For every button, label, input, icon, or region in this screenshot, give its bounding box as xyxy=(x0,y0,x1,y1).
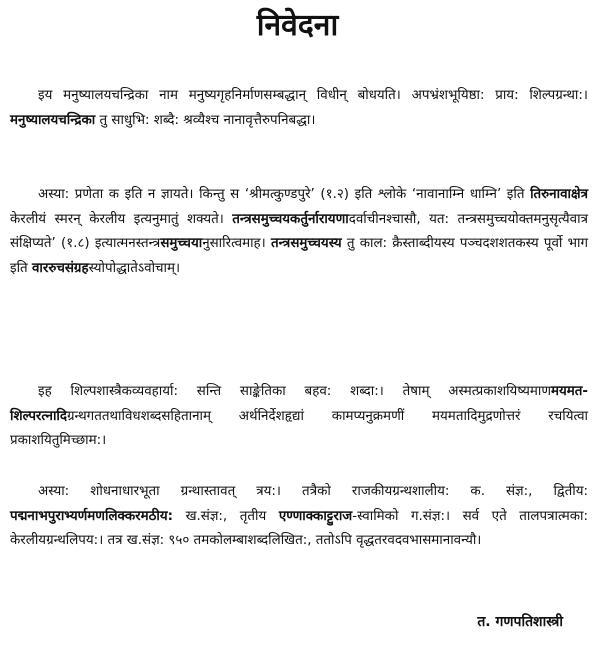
text-run: ग्रन्थगततथाविधशब्दसहितानाम् अर्थनिर्देशहृद्यां कामप्यनुक्रमणीं मयमतादिमुद्रणोत्तरं रचयित्वा प्रकाशयितुमिच्छाम:। xyxy=(10,408,588,449)
text-run: केरलीयं स्मरन् केरलीय इत्यनुमातुं शक्यते। xyxy=(10,211,233,227)
bold-term: तिरुनावाक्षेत्र xyxy=(530,187,588,202)
text-run: इह शिल्पशास्त्रैकव्यवहार्या: सन्ति साङ्केतिका बहव: शब्दा:। तेषाम् अस्मत्प्रकाशयिष्यमाण xyxy=(38,384,552,399)
bold-term: समुच्चया xyxy=(160,236,203,252)
text-run: स्योपोद्धातेऽवोचाम्। xyxy=(88,260,181,276)
bold-term: मयमत-शिल्परत्नादि xyxy=(10,384,588,424)
text-run: नुसारित्वमाह। xyxy=(202,236,271,252)
text-run: तु काल: क्रैस्ताब्दीयस्य पञ्चदशशतकस्य पूर्वो भाग इति xyxy=(10,236,588,276)
paragraph-3 xyxy=(10,380,588,454)
bold-term: तन्त्रसमुच्चयस्य xyxy=(270,236,342,252)
page-title: निवेदना xyxy=(256,8,339,43)
text-run: अस्या: शोधनाधारभूता ग्रन्थास्तावत् त्रय:। तत्रैको राजकीयग्रन्थशालीय: क. संज्ञ:, द्वितीय: xyxy=(38,484,588,499)
text-run: अस्या: प्रणेता क इति न ज्ञायते। किन्तु स ‘श्रीमत्कुण्डपुरे’ (१.२) इति श्लोके ‘नावानाम्नि धाम्नि’ इति xyxy=(38,187,531,202)
bold-term: पद्मनाभपुराभ्यर्णमणलिक्करमठीय: xyxy=(10,508,173,524)
text-run: इय मनुष्यालयचन्द्रिका नाम मनुष्यगृहनिर्माणसम्बद्धान् विधीन् बोधयति। अपभ्रंशभूयिष्ठा: प्राय: शिल्पग्रन्था:। xyxy=(38,88,588,103)
bold-term: मनुष्यालयचन्द्रिका xyxy=(10,112,96,128)
bold-term: वाररुचसंग्रह xyxy=(31,260,89,276)
bold-term: तन्त्रसमुच्चयकर्तुर्नारायणा xyxy=(232,211,349,227)
text-run: -स्वामिको ग.संज्ञ:। सर्व एते तालपत्रात्मका: केरलीयग्रन्थलिपय:। तत्र ख.संज्ञ: ९५० तमकोलम्बाशब्दलिखित:, ततोऽपि वृद्धतरवदवभासमानावन्यौ। xyxy=(10,508,588,549)
paragraph-4 xyxy=(10,480,588,554)
bold-term: एण्णाक्काट्टुराज xyxy=(278,508,353,524)
paragraph-1 xyxy=(10,84,588,133)
paragraph-2 xyxy=(10,183,588,281)
text-run: दर्वाचीनश्चासौ, यत: तन्त्रसमुच्चयोक्तमनुसृत्यैवात्र संक्षिप्यते’ (१.८) इत्यात्मनस्तन्त्र xyxy=(10,211,588,252)
text-run: ख.संज्ञ:, तृतीय xyxy=(172,508,279,524)
text-run: तु साधुभि: शब्दै: श्रव्यैश्च नानावृत्तैरुपनिबद्धा। xyxy=(95,112,316,128)
signature: त. गणपतिशास्त्री xyxy=(477,614,563,630)
